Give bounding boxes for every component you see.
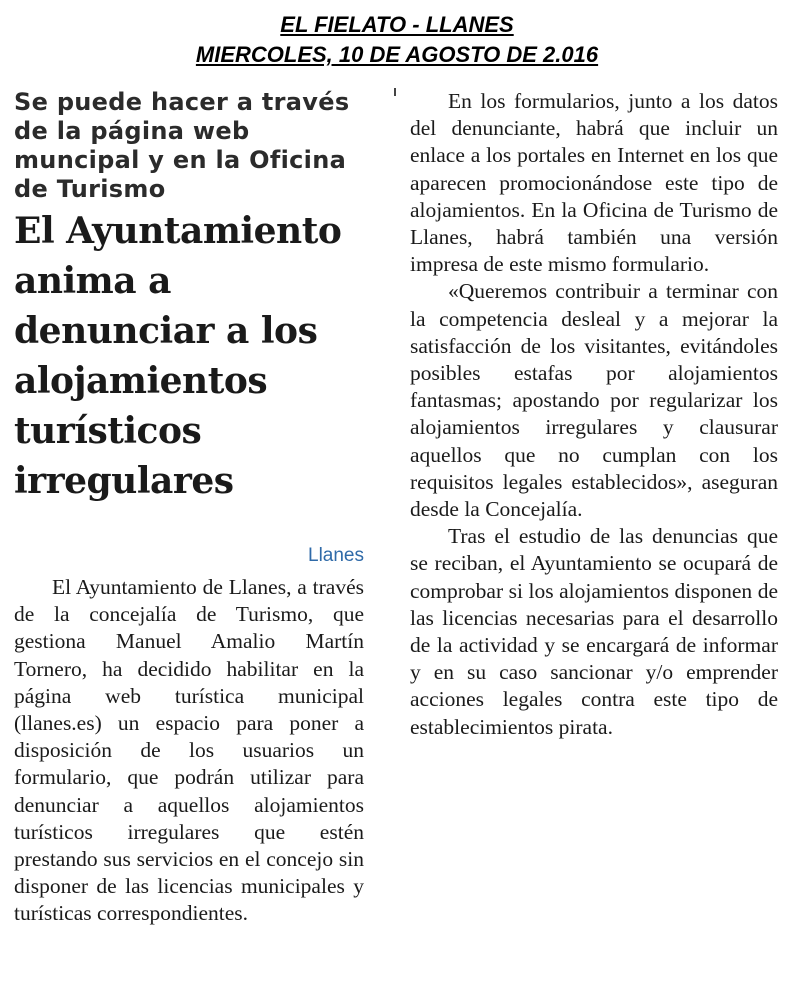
- article-location: Llanes: [308, 545, 364, 566]
- article-paragraph: En los formularios, junto a los datos del denunciante, habrá que incluir un enlace a los portales en Internet en los que aparecen promocionándose este tipo de alojamientos. En la Oficina de Turismo de Llanes, habrá también una versión impresa de este mismo formulario.: [410, 89, 778, 277]
- article-subheadline: Se puede hacer a través de la página web muncipal y en la Oficina de Turismo: [14, 88, 350, 203]
- article-right-column: [410, 88, 778, 741]
- article-paragraph: El Ayuntamiento de Llanes, a través de la concejalía de Turismo, que gestiona Manuel Amalio Martín Tornero, ha decidido habilitar en la página web turística municipal (llanes.es) un espacio para poner a disposición de los usuarios un formulario, que podrán utilizar para denunciar a aquellos alojamientos turísticos irregulares que estén prestando sus servicios en el concejo sin disponer de las licencias municipales y turísticas correspondientes.: [14, 575, 364, 926]
- article-left-column: [14, 88, 364, 928]
- header-source: EL FIELATO - LLANES: [280, 12, 514, 37]
- article-paragraph: Tras el estudio de las denuncias que se reciban, el Ayuntamiento se ocupará de comprobar si los alojamientos disponen de las licencias necesarias para el desarrollo de la actividad y se encargará de informar y en su caso sancionar y/o emprender acciones legales contra este tipo de establecimientos pirata.: [410, 524, 778, 739]
- newspaper-header: [0, 10, 794, 70]
- column-divider: [394, 88, 396, 96]
- header-date: MIERCOLES, 10 DE AGOSTO DE 2.016: [195, 42, 599, 67]
- article-headline: El Ayuntamiento anima a denunciar a los alojamientos turísticos irregulares: [14, 210, 342, 502]
- article-paragraph: «Queremos contribuir a terminar con la competencia desleal y a mejorar la satisfacción de los visitantes, evitándoles posibles estafas por alojamientos fantasmas; apostando por regularizar los alojamientos irregulares y clausurar aquellos que no cumplan con los requisitos legales establecidos», aseguran desde la Concejalía.: [410, 279, 778, 522]
